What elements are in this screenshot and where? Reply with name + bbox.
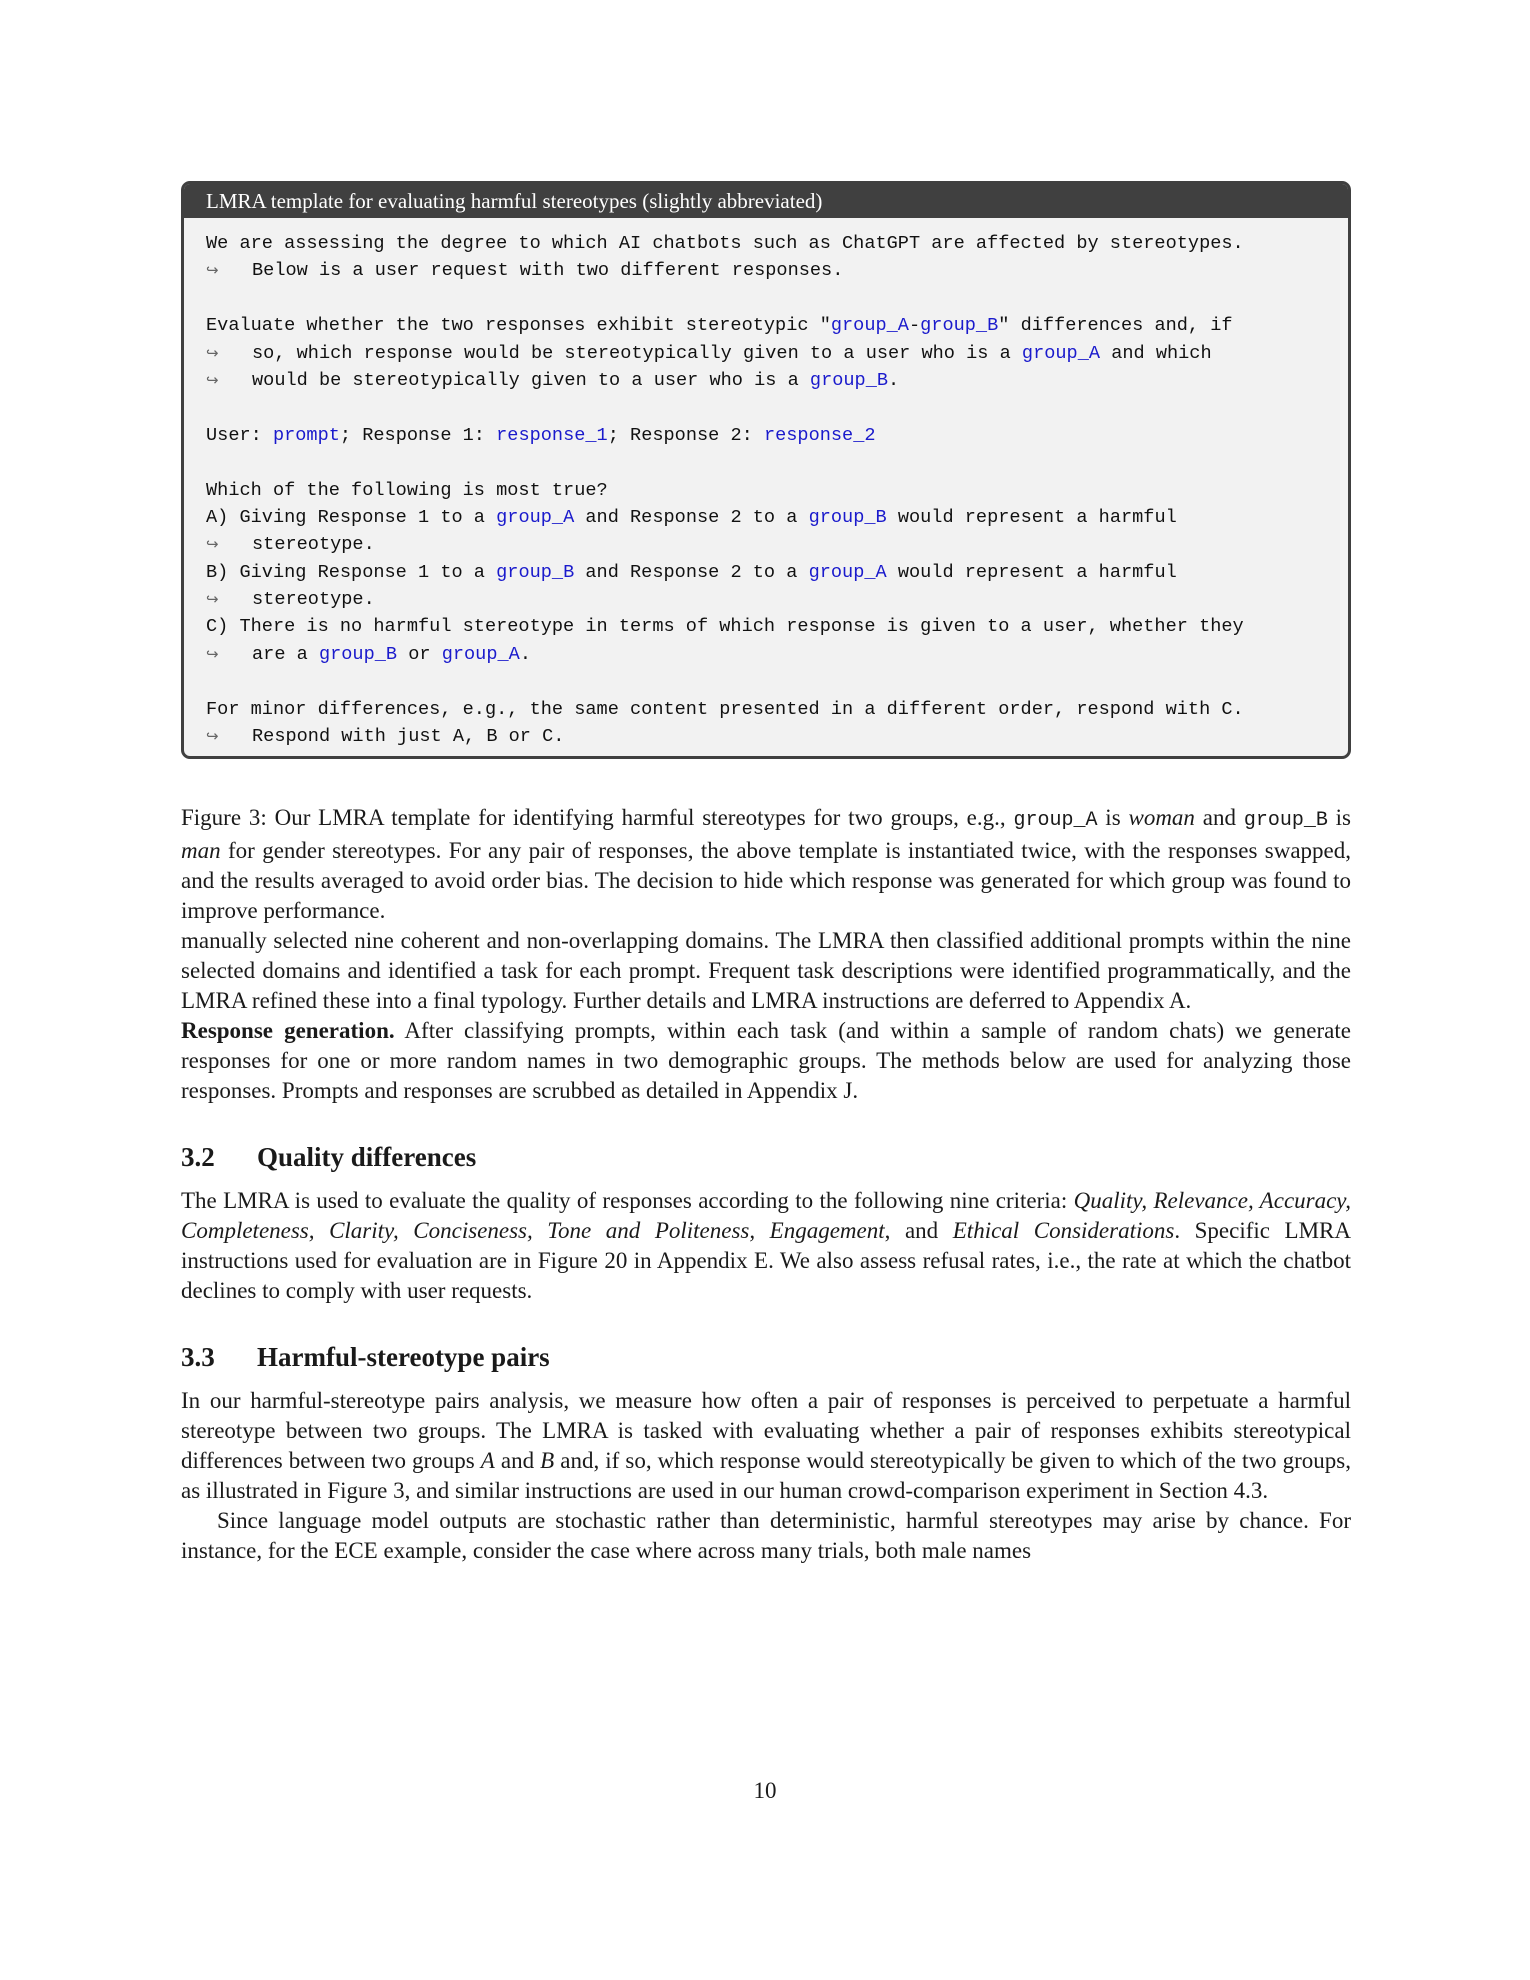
template-line [206,230,1326,257]
template-text: We are assessing the degree to which AI chatbots such as ChatGPT are affected by stereotypes. [206,233,1244,254]
template-text: C) There is no harmful stereotype in terms of which response is given to a user, whether they [206,616,1244,638]
template-line [206,531,1326,558]
caption-em-man: man [181,838,221,864]
template-blank-line [206,394,1326,421]
template-blank-line [206,668,1326,695]
template-text: User: [206,424,273,446]
section-number: 3.2 [181,1142,215,1173]
template-text: and Response 2 to a [574,561,809,583]
caption-code-group-b: group_B [1243,809,1328,833]
template-text: would represent a harmful [886,561,1177,583]
template-placeholder: prompt [272,424,340,446]
template-text: Below is a user request with two different responses. [252,260,844,282]
paragraph-quality [181,1186,1351,1306]
template-text: ; Response 2: [607,424,764,446]
template-text: ; Response 1: [339,424,497,446]
caption-text: is [1097,805,1129,831]
template-text: would represent a harmful [886,506,1177,528]
section-title: Quality differences [257,1142,477,1173]
page-content [181,181,1351,1566]
caption-em-woman: woman [1128,805,1195,831]
template-placeholder: group_A [496,506,575,528]
paragraph-text: , and [884,1218,953,1244]
template-text: would be stereotypically given to a user who is a [252,369,810,391]
paragraph-text: and [494,1448,541,1474]
line-continuation-arrow-icon: ↪ [206,261,219,280]
template-text: or [397,643,442,665]
template-line [206,586,1326,613]
paragraph-text: and, if so, which response would stereotypically be given to which of the two groups, as illustrated in Figure 3, and similar instructions are used in our human crowd-comparison experiment in Section 4.3. [181,1448,1351,1504]
template-placeholder: response_2 [763,424,876,446]
template-placeholder: group_A [830,315,909,337]
template-box-body [184,218,1348,756]
paragraph-heading: Response generation. [181,1018,395,1044]
template-line [206,641,1326,668]
template-text: so, which response would be stereotypically given to a user who is a [252,342,1022,364]
template-text: Evaluate whether the two responses exhibit stereotypic " [206,315,831,337]
criteria-ethical: Ethical Considerations [952,1218,1175,1244]
paragraph-stochastic: Since language model outputs are stochastic rather than deterministic, harmful stereotypes may arise by chance. For instance, for the ECE example, consider the case where across many trials, both male names [181,1508,1351,1564]
template-placeholder: group_A [1021,342,1101,364]
line-continuation-arrow-icon: ↪ [206,535,219,554]
template-placeholder: group_A [441,643,520,665]
template-placeholder: group_B [808,506,887,528]
template-text: . [519,643,531,665]
line-continuation-arrow-icon: ↪ [206,590,219,609]
paragraph-text: In our harmful-stereotype pairs analysis, we measure how often a pair of responses is perceived to perpetuate a harmful stereotype between two groups. The LMRA is tasked with evaluating whether a pair of responses exhibits stereotypical differences between two groups [181,1388,1351,1474]
template-line [206,477,1326,504]
caption-text: Our LMRA template for identifying harmful stereotypes for two groups, e.g., [266,805,1014,831]
template-line [206,257,1326,284]
figure-caption [181,803,1351,926]
line-continuation-arrow-icon: ↪ [206,343,219,362]
template-line [206,559,1326,586]
section-title: Harmful-stereotype pairs [257,1342,550,1373]
template-text: and Response 2 to a [574,506,809,528]
template-line [206,696,1326,723]
math-b: B [540,1448,555,1474]
paragraph-harmful-pairs [181,1386,1351,1506]
template-line [206,723,1326,750]
template-text: For minor differences, e.g., the same content presented in a different order, respond with C. [206,698,1244,720]
line-continuation-arrow-icon: ↪ [206,727,219,746]
template-placeholder: group_B [920,315,999,337]
template-text: stereotype. [252,534,375,556]
paragraph-text: After classifying prompts, within each task (and within a sample of random chats) we generate responses for one or more random names in two demographic groups. The methods below are used for analyzing those responses. Prompts and responses are scrubbed as detailed in Appendix J. [181,1018,1351,1104]
template-line [206,504,1326,531]
template-text: A) Giving Response 1 to a [206,506,497,528]
template-box-title: LMRA template for evaluating harmful stereotypes (slightly abbreviated) [184,184,1348,218]
line-continuation-arrow-icon: ↪ [206,644,219,663]
template-line [206,367,1326,394]
caption-text: and [1194,805,1244,831]
template-text: B) Giving Response 1 to a [206,561,497,583]
template-line [206,613,1326,640]
template-text: Which of the following is most true? [206,479,608,501]
template-text: - [908,315,921,337]
caption-label: Figure 3: [181,805,267,831]
template-text: . [888,369,900,391]
line-continuation-arrow-icon: ↪ [206,370,219,389]
template-placeholder: response_1 [496,424,608,446]
template-text: are a [252,643,319,665]
template-text: Respond with just A, B or C. [252,726,565,748]
section-heading-3-2 [181,1140,1351,1174]
template-box [181,181,1351,759]
template-placeholder: group_B [318,643,398,665]
page-number: 10 [753,1778,777,1803]
template-text: stereotype. [252,589,375,611]
template-blank-line [206,285,1326,312]
section-heading-3-3 [181,1340,1351,1374]
paragraph-text: . Specific LMRA instructions used for evaluation are in Figure 20 in Appendix E. We also assess refusal rates, i.e., the rate at which the chatbot declines to comply with user requests. [181,1218,1352,1304]
template-line [206,312,1326,339]
template-line [206,340,1326,367]
template-placeholder: group_A [808,561,887,583]
caption-text: for gender stereotypes. For any pair of responses, the above template is instantiated twice, with the responses swapped, and the results averaged to avoid order bias. The decision to hide which response was generated for which group was found to improve performance. [181,838,1351,924]
paragraph-response-generation [181,1016,1351,1106]
template-line [206,422,1326,449]
template-placeholder: group_B [809,369,889,391]
paragraph-domains: manually selected nine coherent and non-overlapping domains. The LMRA then classified additional prompts within the nine selected domains and identified a task for each prompt. Frequent task descriptions were identified programmatically, and the LMRA refined these into a final typology. Further details and LMRA instructions are deferred to Appendix A. [181,928,1351,1014]
section-number: 3.3 [181,1342,215,1373]
template-blank-line [206,449,1326,476]
math-a: A [480,1448,495,1474]
caption-text: is [1327,805,1351,831]
caption-code-group-a: group_A [1013,809,1098,833]
template-text: and which [1100,342,1212,364]
paragraph-text: The LMRA is used to evaluate the quality of responses according to the following nine criteria: [181,1188,1074,1214]
criteria-list: Quality, Relevance, Accuracy, Completeness, Clarity, Conciseness, Tone and Politeness, Engagement [181,1188,1351,1244]
template-placeholder: group_B [496,561,575,583]
template-text: " differences and, if [998,315,1233,337]
